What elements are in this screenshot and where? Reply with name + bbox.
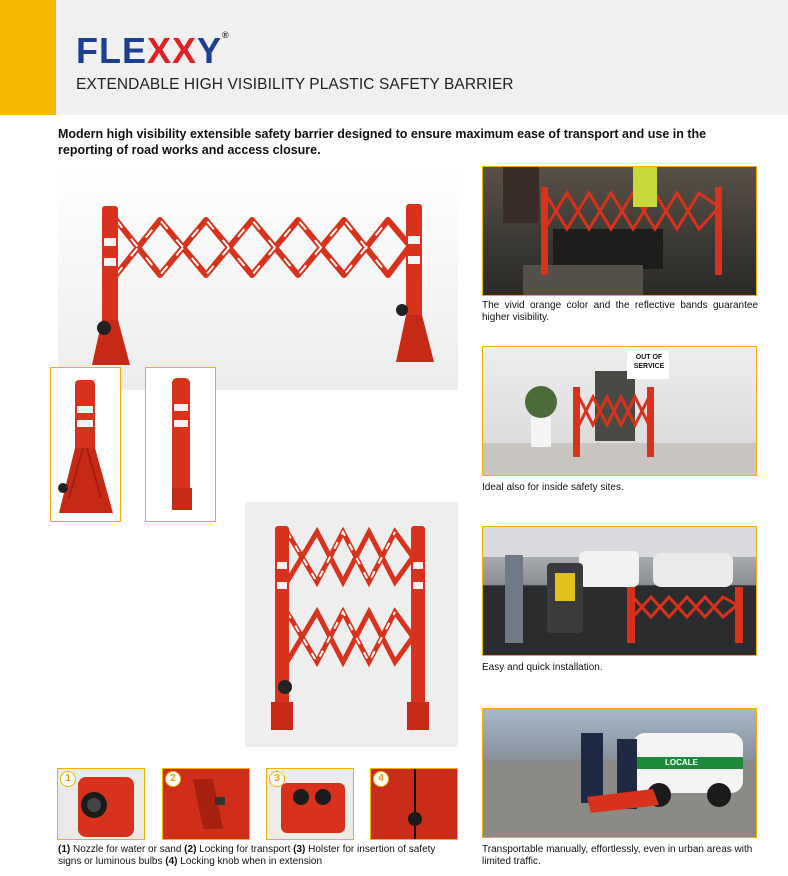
transport-scene-photo: [482, 708, 757, 838]
header-accent-bar: [0, 0, 56, 115]
intro-paragraph: Modern high visibility extensible safety barrier designed to ensure maximum ease of transport and use in the reporting of road works and access closure.: [58, 127, 707, 157]
car-text: LOCALE: [665, 758, 698, 767]
barrier-folded-side-photo: [145, 367, 216, 522]
station-caption: Easy and quick installation.: [482, 662, 603, 673]
street-caption: The vivid orange color and the reflective bands guarantee higher visibility.: [482, 300, 758, 323]
details-caption: (1) Nozzle for water or sand (2) Locking for transport (3) Holster for insertion of safety signs or luminous bulbs (4) Locking knob when in extension: [58, 844, 436, 867]
detail-badge-3: 3: [269, 771, 285, 787]
detail-badge-1: 1: [60, 771, 76, 787]
barrier-folded-front-photo: [50, 367, 121, 522]
indoor-caption: Ideal also for inside safety sites.: [482, 482, 624, 493]
street-scene-photo: [482, 166, 757, 296]
flexxy-logo: FLEXXY®: [76, 30, 230, 71]
barrier-extended-photo: [58, 170, 458, 390]
page-subtitle: EXTENDABLE HIGH VISIBILITY PLASTIC SAFETY BARRIER: [76, 76, 514, 93]
out-of-service-sign: OUT OF SERVICE: [633, 354, 665, 370]
indoor-scene-photo: [482, 346, 757, 476]
transport-caption: Transportable manually, effortlessly, even in urban areas with limited traffic.: [482, 844, 753, 867]
barrier-half-extended-photo: [245, 502, 458, 747]
station-scene-photo: [482, 526, 757, 656]
detail-badge-4: 4: [373, 771, 389, 787]
detail-badge-2: 2: [165, 771, 181, 787]
